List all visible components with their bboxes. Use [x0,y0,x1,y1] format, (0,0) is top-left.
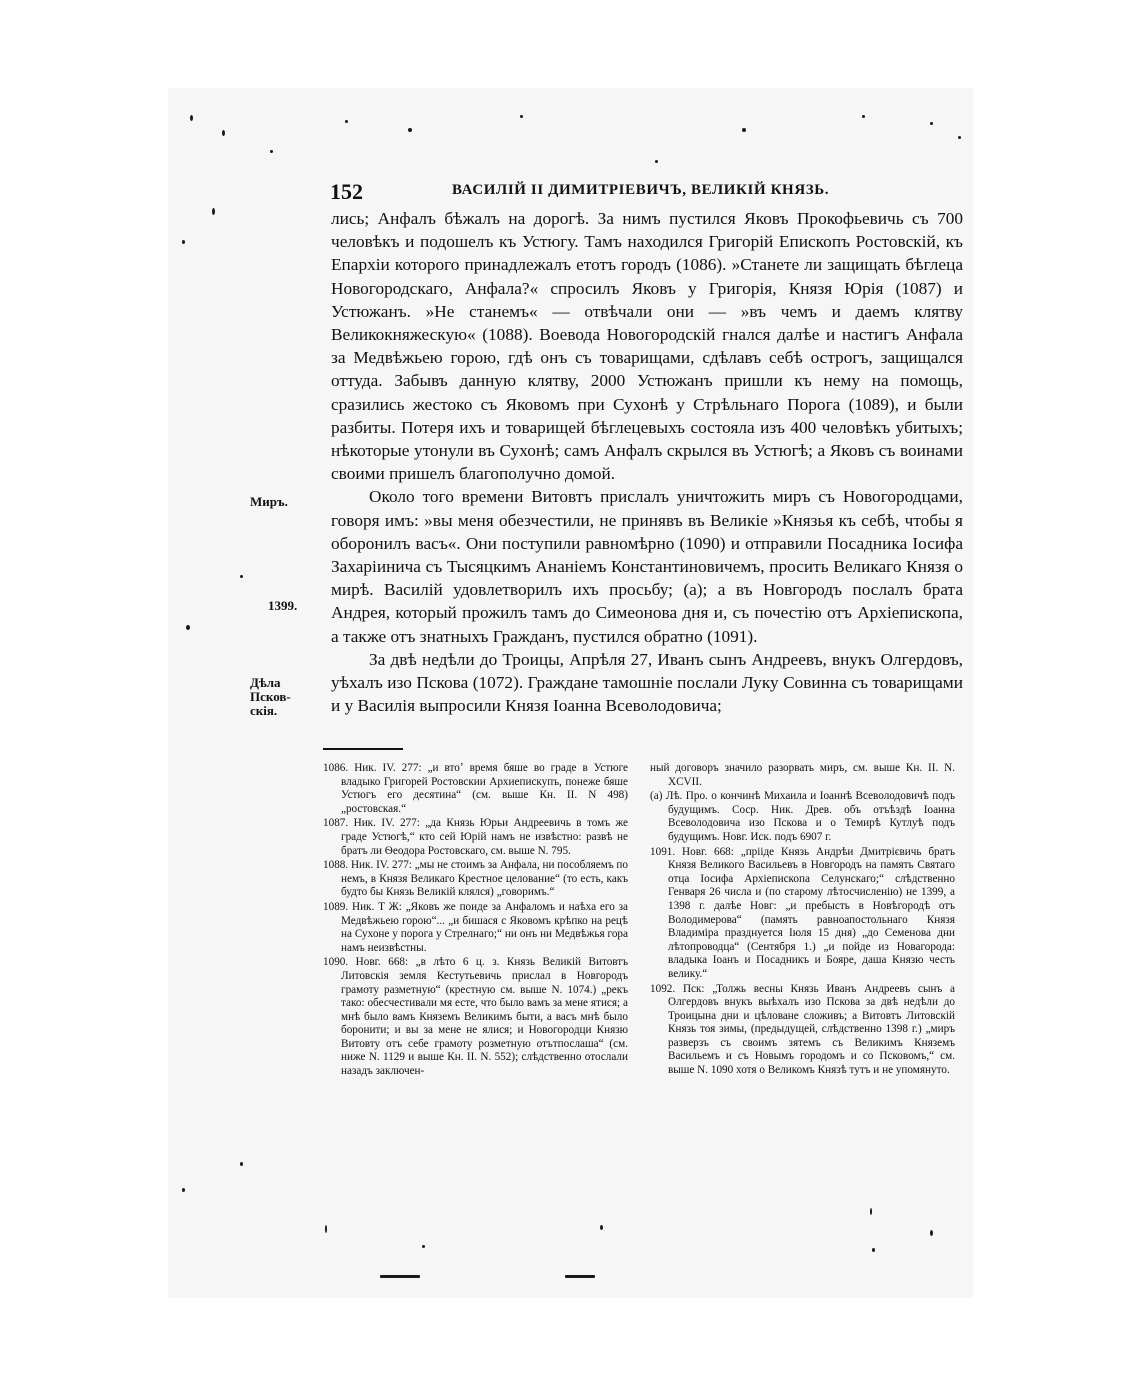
ink-speck [186,625,190,630]
margin-note-year: 1399. [268,598,298,613]
footnote: 1091. Новг. 668: „прііде Князь Андрѣи Дмитрієвичь братъ Князя Великого Васильевъ в Новгородъ на память Святаго отца Іосифа Архіепископа Селунскаго;“ слѣдственно Генваря 26 числа и (по старому лѣтосчисленію) не 1399, а 1398 г. далѣе Новг: „и пребысть в Новѣгородѣ отъ Володимерова“ (память равноапостольнаго Князя Владиміра празднуется Іюля 15 дня) „до Семенова дни лѣтопроводца“ (Сентября 1.) „и пойде из Новагорода: владыка Іоанъ и Посадникъ и Бояре, даша Князю честь велику.“ [650,845,955,980]
footnotes-right-column [650,762,955,1079]
ink-speck [325,1225,327,1233]
ink-speck [190,115,193,121]
page-number: 152 [330,179,363,204]
footnote: (а) Лѣ. Про. о кончинѣ Михаила и Іоаннѣ Всеволодовичѣ подъ будущимъ. Соср. Ник. Древ. объ отъѣздѣ Іоанна Всеволодовича изо Пскова и о Темирѣ Кутлуѣ подъ будущимъ. Новг. Иск. подъ 6907 г. [650,790,955,843]
running-title: ВАСИЛІЙ II ДИМИТРІЕВИЧЪ, ВЕЛИКІЙ КНЯЗЬ. [452,182,830,198]
ink-speck [742,128,746,132]
ink-speck [872,1248,875,1252]
paragraph: лись; Анфалъ бѣжалъ на дорогѣ. За нимъ пустился Яковъ Прокофьевичь съ 700 человѣкъ и подошелъ къ Устюгу. Тамъ находился Григорій Епископъ Ростовскій, къ Епархіи которого принадлежалъ етотъ городъ (1086). »Станете ли защищать бѣглеца Новогородскаго, Анфала?« спросилъ Яковъ у Григорія, Князя Юрія (1087) и Устюжанъ. »Не станемъ« — отвѣчали они — »въ чемъ и даемъ клятву Великокняжескую« (1088). Воевода Новогородскій гнался далѣе и настигъ Анфала за Медвѣжьею горою, гдѣ онъ съ товарищами, сдѣлавъ себѣ острогъ, защищался оттуда. Забывъ данную клятву, 2000 Устюжанъ пришли къ нему на помощь, сразились жестоко съ Яковомъ при Сухонѣ у Стрѣльнаго Порога (1089), и были разбиты. Потеря ихъ и товарищей бѣглецевыхъ состояла изъ 400 человѣкъ убитыхъ; нѣкоторые утонули въ Сухонѣ; самъ Анфалъ скрылся въ Устюгѣ; а Яковъ съ воинами своими пришелъ благополучно домой. [331,209,963,484]
ink-speck [862,115,865,118]
paragraph: За двѣ недѣли до Троицы, Апрѣля 27, Иванъ сынъ Андреевъ, внукъ Олгердовъ, уѣхалъ изо Пскова (1072). Граждане тамошніе послали Луку Совинна съ товарищами и у Василія выпросили Князя Іоанна Всеволодовича; [331,649,963,716]
footnote: 1089. Ник. Т Ж: „Яковъ же поиде за Анфаломъ и наѣха его за Медвѣжьею горою“... „и бишася с Яковомъ крѣпко на рецѣ на Сухоне у порога у Стрелнаго;“ ни онъ ни Медвѣжья гора намъ неизвѣстны. [323,900,628,954]
margin-note-peace: Миръ. [250,494,288,509]
ink-speck [600,1225,603,1230]
ink-speck [422,1245,425,1248]
footnote: ный договоръ значило разорвать миръ, см. выше Кн. II. N. XCVII. [650,762,955,788]
footnote: 1088. Ник. IV. 277: „мы не стоимъ за Анфала, ни пособляемъ по немъ, в Князя Великаго Крестное целование“ (то есть, какъ будто бы Князь Великій клялся) „говоримъ.“ [323,859,629,899]
ink-speck [565,1275,595,1278]
ink-speck [655,160,658,163]
paragraph: Около того времени Витовтъ прислалъ уничтожить миръ съ Новогородцами, говоря имъ: »вы меня обезчестили, не принявъ въ Великіе »Князья къ себѣ, чтобы я оборонилъ васъ«. Они поступили равномѣрно (1090) и отправили Посадника Іосифа Захаріинича съ Тысяцкимъ Ананіемъ Константиновичемъ, просить Великаго Князя о мирѣ. Василій удовлетворилъ ихъ просьбу; (а); а въ Новгородъ послалъ брата Андрея, который прожилъ тамъ до Симеонова дня и, съ почестію отъ Архіепископа, а также отъ знатныхъ Гражданъ, пустился обратно (1091). [331,487,963,646]
ink-speck [930,1230,933,1236]
footnote-rule [323,748,403,750]
ink-speck [380,1275,420,1278]
footnote: 1090. Новг. 668: „в лѣто 6 ц. з. Князь Великій Витовтъ Литовскія земля Кестутьевичь прислал в Новгородъ грамоту разметную“ (крестную см. выше N. 1074.) „рекъ тако: обесчестивали мя есте, что было вамъ за мене ятися; а мнѣ было вамъ Княземъ Великимъ быти, а васъ мнѣ было боронити; и вы за мене не ялися; и Новогородци Князю Витовту отъ себе грамоту розметную отътпослаша“ (см. ниже N. 1129 и выше Кн. II. N. 552); слѣдственно отослали назадъ заключен- [323,956,628,1078]
ink-speck [212,208,215,215]
footnotes-left-column [323,762,628,1080]
margin-note-pskov: Дѣла Псков-скія. [250,675,291,718]
footnote: 1092. Пск: „Толжь весны Князь Иванъ Андреевъ сынъ а Олгердовъ внукъ выѣхалъ изо Пскова за двѣ недѣли до Троицына дни и цѣловане сложивъ; а Витовтъ Литовскій Князь тоя зимы, (предыдущей, слѣдственно 1398 г.) „миръ разверзъ съ своимъ зятемъ съ Великимъ Княземъ Васильемъ и съ Новымъ городомъ и со Псковомъ,“ см. выше N. 1090 хотя о Великомъ Князѣ тутъ и не упомянуто. [650,982,955,1077]
ink-speck [958,136,961,139]
ink-speck [182,1188,185,1192]
footnote: 1087. Ник. IV. 277: „да Князь Юрьи Андреевичь в томъ же граде Устюгѣ,“ кто сей Юрій намъ не извѣстно: развѣ не братъ ли Ѳеодора Ростовскаго, см. выше N. 795. [323,817,628,857]
ink-speck [408,128,412,132]
footnote: 1086. Ник. IV. 277: „и втоʼ время бяше во граде в Устюге владыко Григорей Ростовскии Архиепискупъ, понеже бяше Устюгъ его десятина“ (см. выше Кн. II. N 498) „ростовская.“ [323,762,628,815]
ink-speck [182,240,185,244]
ink-speck [345,120,348,123]
ink-speck [240,1162,243,1166]
main-text [331,207,963,717]
ink-speck [930,122,933,125]
ink-speck [270,150,273,153]
ink-speck [520,115,523,118]
ink-speck [222,130,225,136]
ink-speck [240,575,243,578]
ink-speck [870,1208,872,1215]
